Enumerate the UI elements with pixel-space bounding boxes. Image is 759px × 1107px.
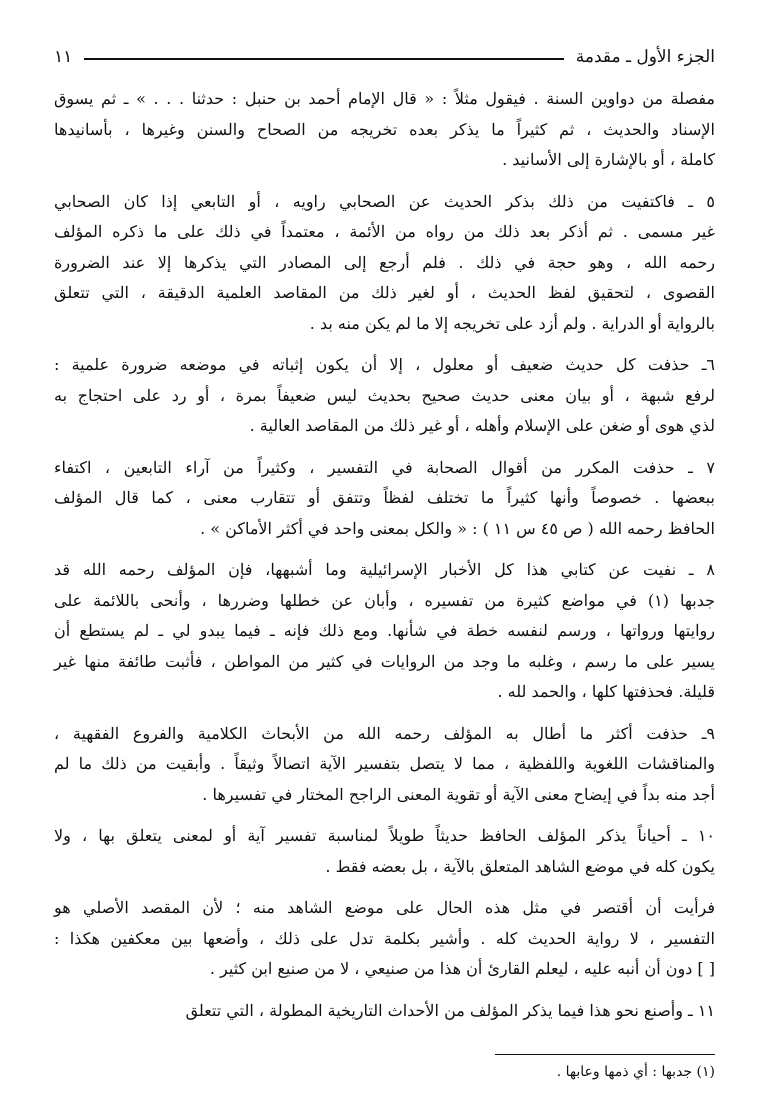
- text-line: جدبها (١) في مواضع كثيرة من تفسيره ، وأبان عن خطلها وضررها ، وأنحى باللائمة على: [54, 590, 715, 610]
- paragraph: [54, 893, 715, 985]
- text-line: ١١ ـ وأصنع نحو هذا فيما يذكر المؤلف من الأحداث التاريخية المطولة ، التي تتعلق: [185, 1000, 715, 1020]
- footnote-rule: [495, 1054, 715, 1055]
- paragraph: [54, 555, 715, 708]
- paragraph: [54, 84, 715, 176]
- paragraph: [54, 821, 715, 882]
- text-line: فرأيت أن أقتصر في مثل هذه الحال على موضع الشاهد منه ؛ لأن المقصد الأصلي هو: [54, 898, 715, 917]
- text-line: ٥ ـ فاكتفيت من ذلك بذكر الحديث عن الصحابي راويه ، أو التابعي إذا كان الصحابي: [54, 191, 715, 211]
- header-rule: [84, 58, 563, 60]
- text-line: قليلة. فحذفتها كلها ، والحمد لله .: [497, 682, 715, 701]
- text-line: رحمه الله ، وهو حجة في ذلك . فلم أرجع إلى المصادر التي يذكرها إلا عند الضرورة: [54, 252, 715, 272]
- text-line: ٨ ـ نفيت عن كتابي هذا كل الأخبار الإسرائيلية وما أشبهها، فإن المؤلف رحمه الله قد: [54, 560, 715, 579]
- text-line: ببعضها . خصوصاً وأنها كثيراً ما تختلف لفظاً وتتفق أو تتقارب معنى ، كما قال المؤلف: [54, 488, 715, 507]
- text-line: القصوى ، لتحقيق لفظ الحديث ، أو لغير ذلك من المقاصد العلمية الدقيقة ، التي تتعلق: [54, 283, 715, 302]
- text-line: لذي هوى أو ضغن على الإسلام وأهله ، أو غير ذلك من المقاصد العالية .: [249, 416, 715, 435]
- text-line: غير مسمى . ثم أذكر بعد ذلك من رواه من الأئمة ، معتمداً في ذلك على ما ذكره المؤلف: [54, 222, 715, 241]
- text-line: والمناقشات اللغوية واللفظية ، مما لا يتصل بتفسير الآية اتصالاً وثيقاً . وأبقيت من ذلك ما لم: [54, 754, 715, 773]
- text-line: التفسير ، لا رواية الحديث كله . وأشير بكلمة تدل على ذلك ، وأضعها بين معكفين هكذا :: [54, 928, 716, 948]
- text-line: كاملة ، أو بالإشارة إلى الأسانيد .: [502, 150, 715, 169]
- paragraph: [54, 719, 715, 811]
- running-head-title: الجزء الأول ـ مقدمة: [575, 47, 715, 67]
- text-line: يكون كله في موضع الشاهد المتعلق بالآية ، بل بعضه فقط .: [325, 856, 715, 876]
- text-line: مفصلة من دواوين السنة . فيقول مثلاً : « قال الإمام أحمد بن حنبل : حدثنا . . . » ـ ثم يسوق: [54, 89, 715, 108]
- page-body: [54, 84, 715, 1026]
- text-line: يسير على ما رسم ، وغلبه ما وجد من الروايات في كثير من المواطن ، فأثبت طائفة منها غير: [54, 651, 715, 671]
- paragraph: [54, 996, 715, 1027]
- paragraph: [54, 453, 715, 545]
- text-line: بالرواية أو الدراية . ولم أزد على تخريجه إلا ما لم يكن منه بد .: [309, 313, 715, 333]
- text-line: أجد منه بداً في إيضاح معنى الآية أو تقوية المعنى الراجح المختار في تفسيرها .: [202, 784, 715, 804]
- text-line: ١٠ ـ أحياناً يذكر المؤلف الحافظ حديثاً طويلاً لمناسبة تفسير آية أو لمعنى يتعلق بها ، ولا: [54, 826, 715, 845]
- page-number: ١١: [54, 47, 73, 67]
- text-line: ٧ ـ حذفت المكرر من أقوال الصحابة في التفسير ، وكثيراً من آراء التابعين ، اكتفاء: [54, 457, 715, 477]
- text-line: الإسناد والحديث ، ثم كثيراً ما يذكر بعده تخريجه من الصحاح والسنن وغيرها ، بأسانيدها: [54, 119, 715, 139]
- running-head: [54, 40, 715, 74]
- text-line: الحافظ رحمه الله ( ص ٤٥ س ١١ ) : « والكل بمعنى واحد في أكثر الأماكن » .: [200, 518, 715, 538]
- text-line: [ ] دون أن أنبه عليه ، ليعلم القارئ أن هذا من صنيعي ، لا من صنيع ابن كثير .: [209, 959, 715, 978]
- footnote: (١) جدبها : أي ذمها وعابها .: [556, 1064, 715, 1080]
- text-line: ٩ـ حذفت أكثر ما أطال به المؤلف رحمه الله من الأبحاث الكلامية والفروع الفقهية ،: [54, 723, 715, 743]
- text-line: لرفع شبهة ، أو بيان معنى حديث صحيح بحديث ليس ضعيفاً بمرة ، أو رد على احتجاج به: [54, 385, 715, 405]
- paragraph: [54, 350, 715, 442]
- text-line: روايتها ورواتها ، ورسم لنفسه خطة في شأنها. ومع ذلك فإنه ـ فيما يبدو لي ـ لم يستطع أن: [54, 621, 715, 640]
- paragraph: [54, 187, 715, 340]
- text-line: ٦ـ حذفت كل حديث ضعيف أو معلول ، إلا أن يكون إثباته في موضعه ضرورة علمية :: [54, 355, 715, 374]
